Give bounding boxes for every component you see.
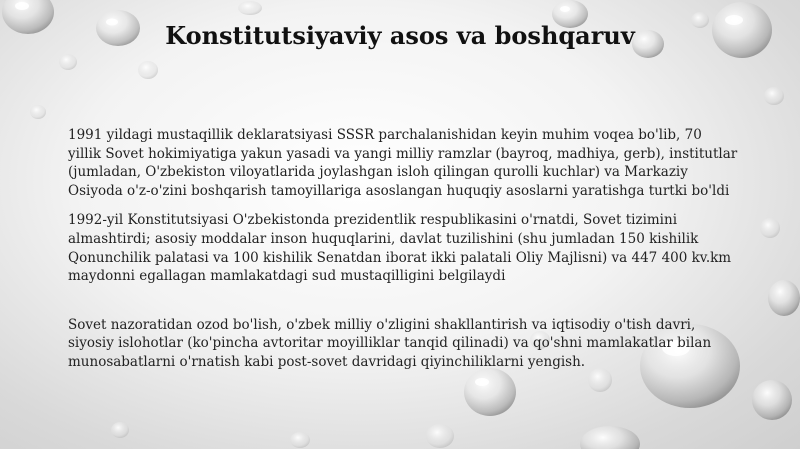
water-drop-icon (59, 54, 77, 70)
paragraph-constitution: 1992-yil Konstitutsiyasi O'zbekistonda prezidentlik respublikasini o'rnatdi, Sovet tizimini almashtirdi; asosiy moddalar inson huquqlarini, davlat tuzilishini (shu jumladan 150 kishilik Qonunchilik palatasi va 100 kishilik Senatdan iborat ikki palatali Oliy Majlisni) va 447 400 kv.km maydonni egallagan mamlakatdagi sud mustaqilligini belgilaydi (68, 212, 732, 285)
water-drop-icon (588, 368, 612, 392)
water-drop-icon (768, 280, 800, 316)
water-drop-icon (752, 380, 792, 420)
water-drop-icon (30, 105, 46, 119)
slide-title: Konstitutsiyaviy asos va boshqaruv (165, 21, 635, 50)
water-drop-icon (760, 218, 780, 238)
water-drop-icon (464, 368, 516, 416)
water-drop-icon (580, 426, 640, 449)
water-drop-icon (111, 422, 129, 438)
water-drop-icon (764, 87, 784, 105)
water-drop-icon (290, 432, 310, 448)
water-drop-icon (238, 1, 262, 15)
paragraph-post-soviet: Sovet nazoratidan ozod bo'lish, o'zbek milliy o'zligini shakllantirish va iqtisodiy o'tish davri, siyosiy islohotlar (ko'pincha avtoritar moyilliklar tanqid qilinadi) va qo'shni mamlakatlar bilan munosabatlarni o'rnatish kabi post-sovet davridagi qiyinchiliklarni yengish. (68, 316, 712, 370)
slide-body (68, 126, 738, 372)
water-drop-icon (426, 424, 454, 448)
water-drop-icon (138, 61, 158, 79)
paragraph-independence: 1991 yildagi mustaqillik deklaratsiyasi SSSR parchalanishidan keyin muhim voqea bo'lib, 70 yillik Sovet hokimiyatiga yakun yasadi va yangi milliy ramzlar (bayroq, madhiya, gerb), institutlar (jumladan, O'zbekiston viloyatlarida joylashgan isloh qilingan qurolli kuchlar) va Markaziy Osiyoda o'z-o'zini boshqarish tamoyillariga asoslangan huquqiy asoslarni yaratishga turtki bo'ldi (68, 127, 738, 199)
